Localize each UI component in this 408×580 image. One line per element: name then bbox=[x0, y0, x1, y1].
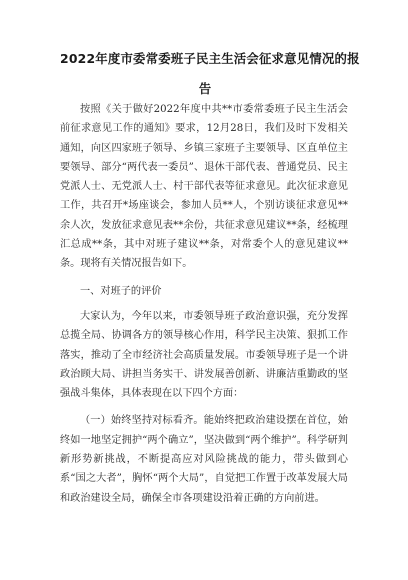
document-body bbox=[60, 100, 348, 508]
title-line-1: 2022年度市委常委班子民主生活会征求意见情况的报 bbox=[60, 51, 360, 66]
section-heading: 一、对班子的评价 bbox=[80, 285, 162, 297]
title-line-2: 告 bbox=[198, 81, 212, 96]
document-title bbox=[60, 44, 360, 104]
intro-paragraph: 按照《关于做好2022年度中共**市委常委班子民主生活会前征求意见工作的通知》要求，12月28日，我们及时下发相关通知，向区四家班子领导、乡镇三家班子主要领导、区直单位主要领导、部分“两代表一委员”、退休干部代表、普通党员、民主党派人士、无党派人士、村干部代表等征求意见。此次征求意见工作，共召开*场座谈会，参加人员**人，个别访谈征求意见**余人次，发放征求意见表**余份，共征求意见建议**条，经梳理汇总成**条，其中对班子建议**条，对常委个人的意见建议**条。现将有关情况报告如下。 bbox=[60, 104, 348, 270]
point-one-paragraph: （一）始终坚持对标看齐。能始终把政治建设摆在首位，始终如一地坚定拥护“两个确立”，坚决做到“两个维护”。科学研判新形势新挑战，不断提高应对风险挑战的能力，带头做到心系“国之大者”，胸怀“两个大局”，自觉把工作置于改革发展大局和政治建设全局，确保全市各项建设沿着正确的方向前进。 bbox=[60, 415, 348, 504]
evaluation-paragraph: 大家认为，今年以来，市委领导班子政治意识强，充分发挥总揽全局、协调各方的领导核心作用，科学民主决策、狠抓工作落实，推动了全市经济社会高质量发展。市委领导班子是一个讲政治顾大局、讲担当务实干、讲发展善创新、讲廉洁重勤政的坚强战斗集体，具体表现在以下四个方面： bbox=[60, 310, 348, 400]
